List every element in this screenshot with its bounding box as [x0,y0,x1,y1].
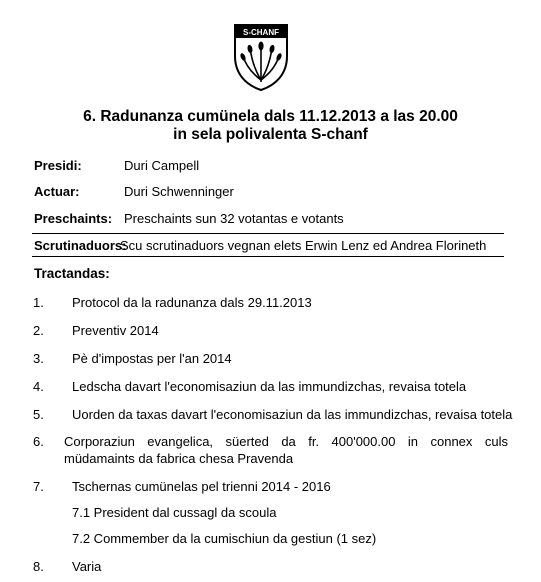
agenda-number: 6. [33,434,44,449]
agenda-text: Uorden da taxas davart l'economisaziun da las immundizchas, revaisa totela [72,407,513,422]
agenda-text: Ledscha davart l'economisaziun da las immundizchas, revaisa totela [72,379,467,394]
info-value: Duri Campell [124,158,200,173]
agenda-subitem: 7.1 President dal cussagl da scoula [72,505,277,520]
info-label: Scrutinaduors: [34,238,127,253]
agenda-number: 4. [33,379,44,394]
agenda-number: 7. [33,479,44,494]
agenda-number: 8. [33,559,44,574]
agenda-number: 3. [33,351,44,366]
divider [32,256,504,257]
agenda-text: Tschernas cumünelas pel trienni 2014 - 2016 [72,479,331,494]
agenda-subitem: 7.2 Commember da la cumischiun da gestiun (1 sez) [72,531,377,546]
agenda-text: Varia [72,559,102,574]
info-value: Duri Schwenninger [124,184,234,199]
agenda-text: Preventiv 2014 [72,323,159,338]
agenda-text: Pè d'impostas per l'an 2014 [72,351,232,366]
agenda-number: 5. [33,407,44,422]
agenda-number: 1. [33,295,44,310]
document-subtitle: in sela polivalenta S-chanf [173,126,368,143]
info-value: Preschaints sun 32 votantas e votants [124,211,344,226]
agenda-header: Tractandas: [34,266,110,281]
agenda-text: Protocol da la radunanza dals 29.11.2013 [72,295,312,310]
municipality-crest-icon [232,22,290,92]
info-value: Scu scrutinaduors vegnan elets Erwin Lenz ed Andrea Florineth [120,238,487,253]
info-label: Actuar: [34,184,80,199]
divider [32,233,504,234]
agenda-text: Corporaziun evangelica, süerted da fr. 400'000.00 in connex culs müdamaints da fabrica chesa Pravenda [64,434,508,466]
info-label: Presidi: [34,158,82,173]
document-title: 6. Radunanza cumünela dals 11.12.2013 a las 20.00 [83,108,458,125]
agenda-number: 2. [33,323,44,338]
crest-label: S-CHANF [243,28,279,37]
info-label: Preschaints: [34,211,113,226]
